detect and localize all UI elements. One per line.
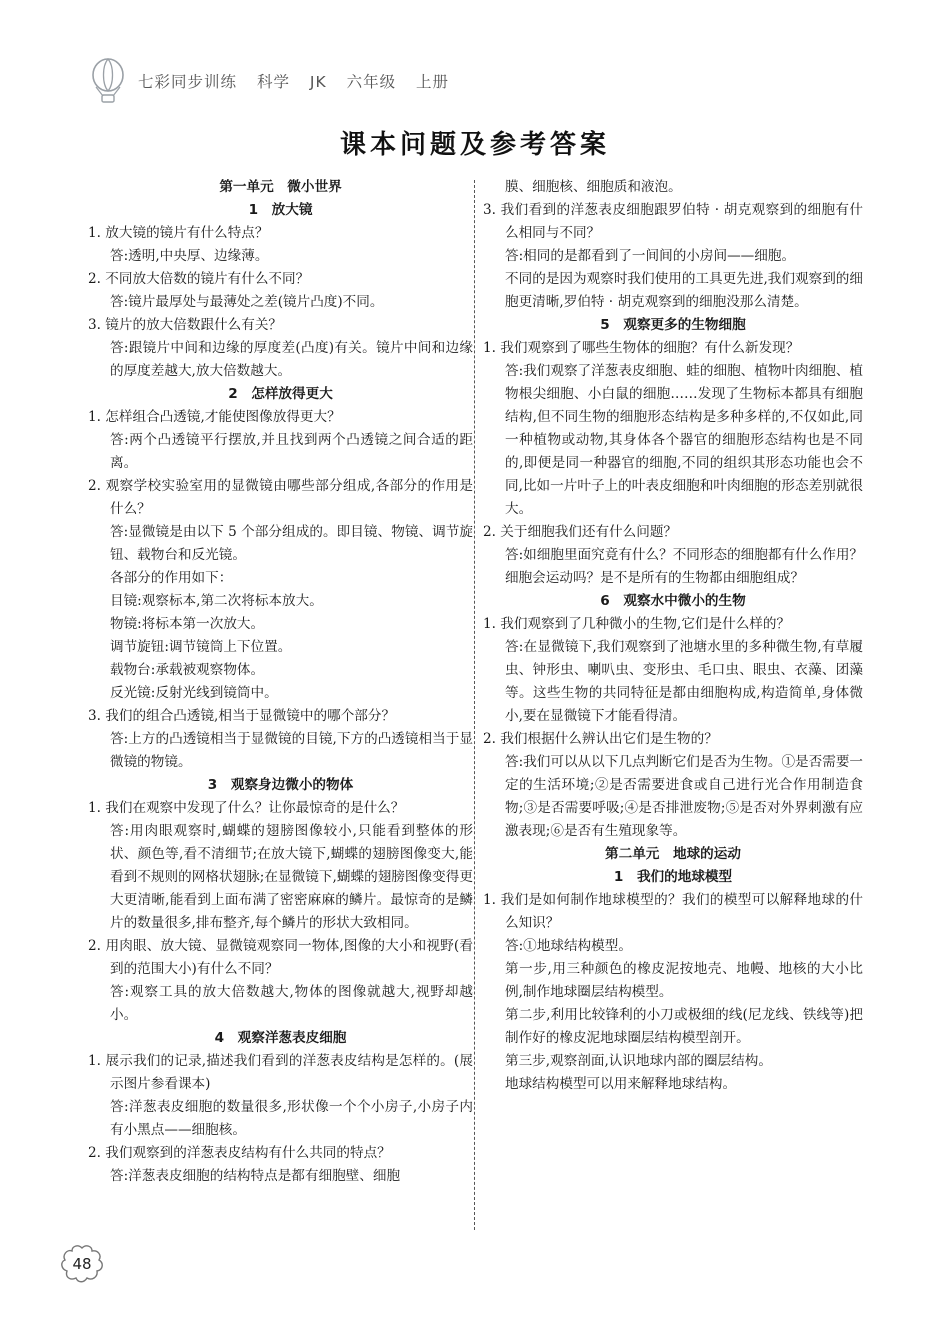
answer-line: 地球结构模型可以用来解释地球结构。 — [505, 1076, 737, 1092]
section-heading: 6 观察水中微小的生物 — [600, 593, 746, 609]
volume: 上册 — [416, 73, 450, 91]
question: 1. 我们观察到了哪些生物体的细胞？有什么新发现？ — [483, 340, 800, 356]
answer: 答:跟镜片中间和边缘的厚度差(凸度)有关。镜片中间和边缘的厚度差越大,放大倍数越大。 — [110, 340, 473, 379]
page-title: 课本问题及参考答案 — [339, 130, 610, 160]
answer-line: 载物台:承载被观察物体。 — [110, 662, 265, 678]
subject: 科学 — [256, 73, 290, 91]
question: 2. 我们根据什么辨认出它们是生物的？ — [483, 731, 718, 747]
section-heading: 2 怎样放得更大 — [228, 386, 333, 402]
question: 1. 我们在观察中发现了什么？让你最惊奇的是什么？ — [88, 800, 405, 816]
answer: 答:如细胞里面究竟有什么？不同形态的细胞都有什么作用？细胞会运动吗？是不是所有的生物都由细胞组成？ — [505, 547, 864, 586]
answer: 答:观察工具的放大倍数越大,物体的图像就越大,视野却越小。 — [110, 984, 473, 1023]
question: 1. 展示我们的记录,描述我们看到的洋葱表皮结构是怎样的。(展示图片参看课本) — [88, 1053, 473, 1092]
question: 2. 用肉眼、放大镜、显微镜观察同一物体,图像的大小和视野(看到的范围大小)有什么不同？ — [88, 938, 473, 977]
question: 3. 我们看到的洋葱表皮细胞跟罗伯特 · 胡克观察到的细胞有什么相同与不同？ — [483, 202, 863, 241]
right-column — [483, 176, 863, 1096]
answer: 答:在显微镜下,我们观察到了池塘水里的多种微生物,有草履虫、钟形虫、喇叭虫、变形虫、毛口虫、眼虫、衣藻、团藻等。这些生物的共同特征是都由细胞构成,构造简单,身体微小,要在显微镜下才能看得清。 — [505, 639, 863, 724]
answer-line: 第三步,观察剖面,认识地球内部的圈层结构。 — [505, 1053, 772, 1069]
hot-air-balloon-logo — [88, 58, 128, 104]
answer: 答:我们观察了洋葱表皮细胞、蛙的细胞、植物叶肉细胞、植物根尖细胞、小白鼠的细胞……发现了生物标本都具有细胞结构,但不同生物的细胞形态结构是多种多样的,不仅如此,同一种植物或动物,其身体各个器官的细胞形态结构也是不同的,即便是同一种器官的细胞,不同的组织其形态功能也会不同,比如一片叶子上的叶表皮细胞和叶肉细胞的形态差别就很大。 — [505, 363, 864, 517]
answer-line: 目镜:观察标本,第二次将标本放大。 — [110, 593, 323, 609]
answer-line: 第二步,利用比较锋利的小刀或极细的线(尼龙线、铁线等)把制作好的橡皮泥地球圈层结构模型剖开。 — [505, 1007, 863, 1046]
section-heading: 1 我们的地球模型 — [613, 869, 733, 885]
question: 1. 放大镜的镜片有什么特点？ — [88, 225, 269, 241]
unit-heading: 第一单元 微小世界 — [219, 179, 342, 195]
section-heading: 5 观察更多的生物细胞 — [600, 317, 746, 333]
series-name: 七彩同步训练 — [138, 73, 238, 91]
question: 1. 我们观察到了几种微小的生物,它们是什么样的？ — [483, 616, 791, 632]
answer-line: 各部分的作用如下： — [110, 570, 233, 586]
answer-line: 反光镜:反射光线到镜筒中。 — [110, 685, 278, 701]
question: 1. 我们是如何制作地球模型的？我们的模型可以解释地球的什么知识？ — [483, 892, 863, 931]
page-number: 48 — [72, 1255, 92, 1273]
question: 2. 不同放大倍数的镜片有什么不同？ — [88, 271, 310, 287]
unit-heading: 第二单元 地球的运动 — [605, 846, 741, 862]
answer-line: 物镜:将标本第一次放大。 — [110, 616, 265, 632]
answer-line: 第一步,用三种颜色的橡皮泥按地壳、地幔、地核的大小比例,制作地球圈层结构模型。 — [505, 961, 863, 1000]
edition: JK — [309, 73, 327, 91]
question: 1. 怎样组合凸透镜,才能使图像放得更大？ — [88, 409, 341, 425]
answer: 答:相同的是都看到了一间间的小房间——细胞。 — [505, 248, 796, 264]
question: 3. 镜片的放大倍数跟什么有关？ — [88, 317, 283, 333]
answer: 答:镜片最厚处与最薄处之差(镜片凸度)不同。 — [110, 294, 384, 310]
answer: 答:用肉眼观察时,蝴蝶的翅膀图像较小,只能看到整体的形状、颜色等,看不清细节;在放大镜下,蝴蝶的翅膀图像变大,能看到不规则的网格状翅脉;在显微镜下,蝴蝶的翅膀图像变得更大更清晰,能看到上面布满了密密麻麻的鳞片。最惊奇的是鳞片的数量很多,排布整齐,每个鳞片的形状大致相同。 — [110, 823, 473, 931]
answer: 答:我们可以从以下几点判断它们是否为生物。①是否需要一定的生活环境;②是否需要进食或自己进行光合作用制造食物;③是否需要呼吸;④是否排泄废物;⑤是否对外界刺激有应激表现;⑥是否有生殖现象等。 — [505, 754, 864, 839]
answer: 答:显微镜是由以下 5 个部分组成的。即目镜、物镜、调节旋钮、载物台和反光镜。 — [110, 524, 473, 563]
answer: 答:上方的凸透镜相当于显微镜的目镜,下方的凸透镜相当于显微镜的物镜。 — [110, 731, 473, 770]
answer: 答:两个凸透镜平行摆放,并且找到两个凸透镜之间合适的距离。 — [110, 432, 473, 471]
answer: 答:透明,中央厚、边缘薄。 — [110, 248, 269, 264]
answer: 答:①地球结构模型。 — [505, 938, 632, 954]
answer-continued: 膜、细胞核、细胞质和液泡。 — [505, 179, 682, 195]
question: 2. 关于细胞我们还有什么问题？ — [483, 524, 678, 540]
answer-line: 不同的是因为观察时我们使用的工具更先进,我们观察到的细胞更清晰,罗伯特 · 胡克观察到的细胞没那么清楚。 — [505, 271, 863, 310]
question: 2. 我们观察到的洋葱表皮结构有什么共同的特点？ — [88, 1145, 391, 1161]
question: 3. 我们的组合凸透镜,相当于显微镜中的哪个部分？ — [88, 708, 396, 724]
section-heading: 4 观察洋葱表皮细胞 — [214, 1030, 347, 1046]
answer: 答:洋葱表皮细胞的结构特点是都有细胞壁、细胞 — [110, 1168, 401, 1184]
question: 2. 观察学校实验室用的显微镜由哪些部分组成,各部分的作用是什么？ — [88, 478, 473, 517]
section-heading: 3 观察身边微小的物体 — [207, 777, 354, 793]
section-heading: 1 放大镜 — [248, 202, 313, 218]
left-column — [88, 176, 473, 1188]
header-text — [138, 70, 463, 92]
column-divider — [474, 180, 475, 1230]
page-header — [88, 58, 888, 108]
answer-line: 调节旋钮:调节镜筒上下位置。 — [110, 639, 292, 655]
grade: 六年级 — [346, 73, 397, 91]
answer: 答:洋葱表皮细胞的数量很多,形状像一个个小房子,小房子内有小黑点——细胞核。 — [110, 1099, 473, 1138]
